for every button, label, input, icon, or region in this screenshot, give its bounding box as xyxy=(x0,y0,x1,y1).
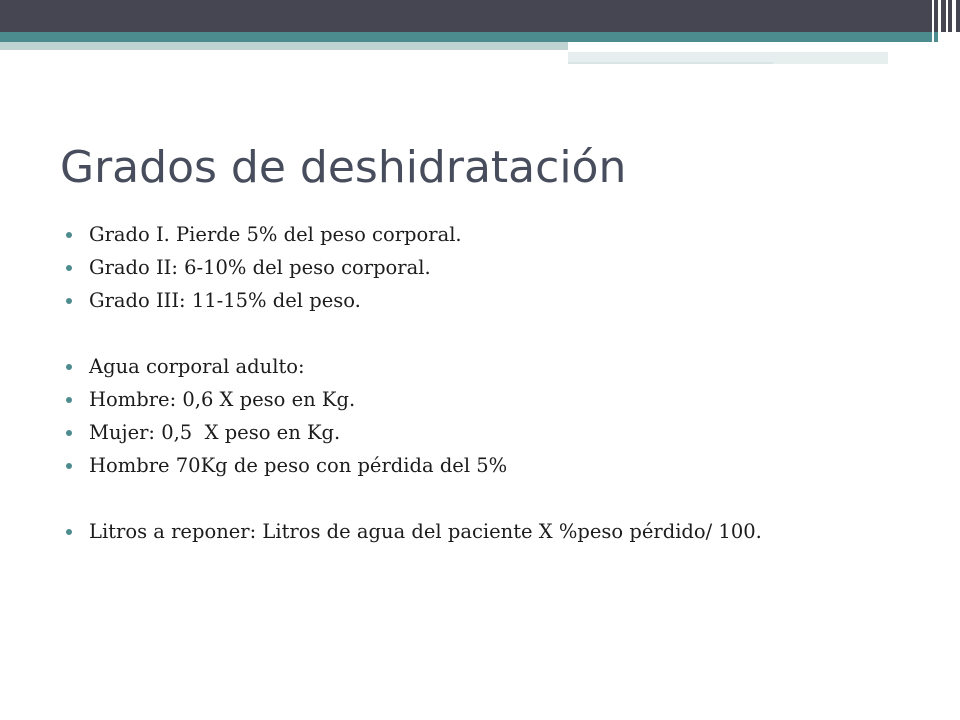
bullet-text: Hombre: 0,6 X peso en Kg. xyxy=(89,388,356,411)
bullet-dot-icon xyxy=(66,364,72,370)
header-decor-line-short xyxy=(568,62,773,64)
bullet-dot-icon xyxy=(66,265,72,271)
header-bar xyxy=(0,0,960,32)
header-accent-band xyxy=(0,32,940,42)
header-right-stripes xyxy=(924,0,960,64)
bullet-text: Mujer: 0,5 X peso en Kg. xyxy=(89,421,341,444)
bullet-dot-icon xyxy=(66,232,72,238)
bullet-item xyxy=(66,350,946,383)
bullet-text: Litros a reponer: Litros de agua del paciente X %peso pérdido/ 100. xyxy=(89,520,762,543)
bullet-dot-icon xyxy=(66,430,72,436)
bullet-text: Grado II: 6-10% del peso corporal. xyxy=(89,256,431,279)
header-light-band xyxy=(0,42,568,50)
bullet-item xyxy=(66,284,946,317)
bullet-text: Agua corporal adulto: xyxy=(89,355,305,378)
bullet-item xyxy=(66,416,946,449)
bullet-dot-icon xyxy=(66,397,72,403)
bullet-dot-icon xyxy=(66,463,72,469)
bullet-dot-icon xyxy=(66,298,72,304)
bullet-dot-icon xyxy=(66,529,72,535)
bullet-text: Grado I. Pierde 5% del peso corporal. xyxy=(89,223,462,246)
bullet-item xyxy=(66,251,946,284)
bullet-item xyxy=(66,449,946,482)
bullet-item xyxy=(66,383,946,416)
header-decor-line xyxy=(568,50,888,52)
bullet-item xyxy=(66,218,946,251)
bullet-list xyxy=(66,218,946,548)
bullet-text: Hombre 70Kg de peso con pérdida del 5% xyxy=(89,454,508,477)
header-light-band-right xyxy=(568,42,940,50)
bullet-text: Grado III: 11-15% del peso. xyxy=(89,289,361,312)
slide-title: Grados de deshidratación xyxy=(60,142,627,193)
bullet-item xyxy=(66,515,946,548)
